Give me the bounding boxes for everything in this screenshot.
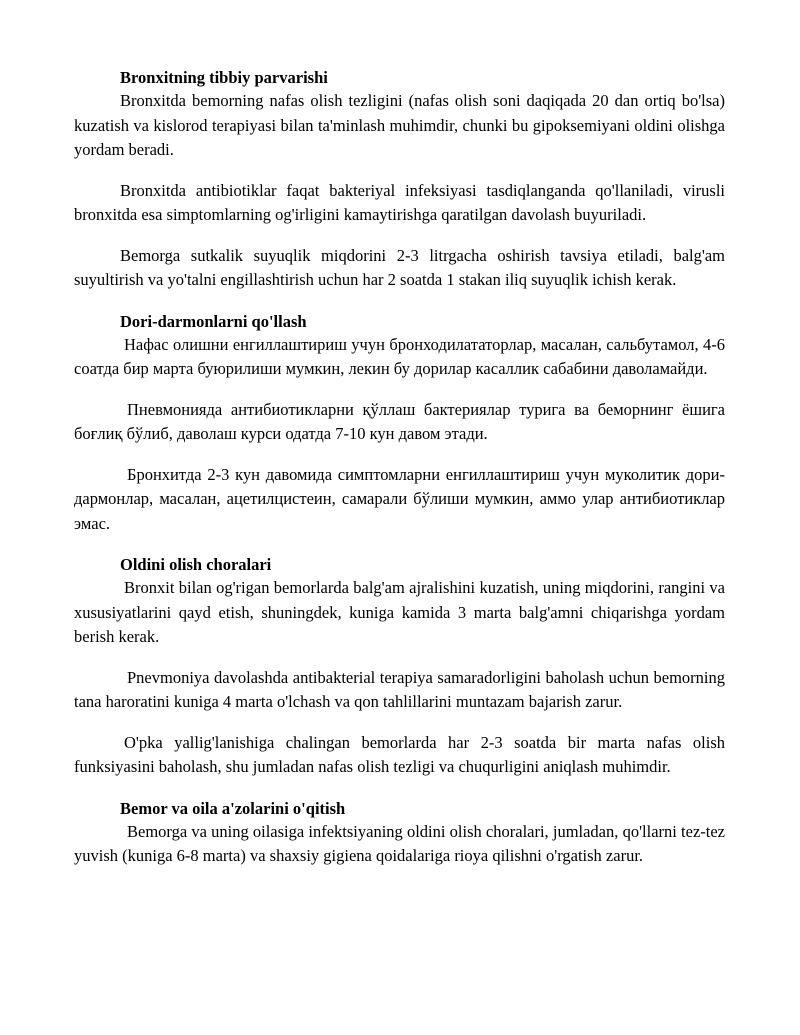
section-prevention	[74, 554, 725, 780]
paragraph: Пневмонияда антибиотикларни қўллаш бактериялар турига ва беморнинг ёшига боғлиқ бўлиб, даволаш курси одатда 7-10 кун давом этади.	[74, 399, 725, 443]
paragraph: O'pka yallig'lanishiga chalingan bemorlarda har 2-3 soatda bir marta nafas olish funksiyasini baholash, shu jumladan nafas olish tezligi va chuqurligini aniqlash muhimdir.	[74, 732, 725, 776]
paragraph: Bemorga va uning oilasiga infektsiyaning oldini olish choralari, jumladan, qo'llarni tez-tez yuvish (kuniga 6-8 marta) va shaxsiy gigiena qoidalariga rioya qilishni o'rgatish zarur.	[74, 821, 725, 865]
paragraph: Bronxit bilan og'rigan bemorlarda balg'am ajralishini kuzatish, uning miqdorini, rangini va xususiyatlarini qayd etish, shuningdek, kuniga kamida 3 marta balg'amni chiqarishga yordam berish kerak.	[74, 578, 725, 646]
paragraph: Bemorga sutkalik suyuqlik miqdorini 2-3 litrgacha oshirish tavsiya etiladi, balg'am suyultirish va yo'talni engillashtirish uchun har 2 soatda 1 stakan iliq suyuqlik ichish kerak.	[74, 245, 725, 289]
section-heading: Oldini olish choralari	[120, 555, 272, 574]
document-page	[74, 67, 725, 869]
paragraph: Бронхитда 2-3 кун давомида симптомларни енгиллаштириш учун муколитик дори-дармонлар, масалан, ацетилцистеин, самарали бўлиши мумкин, аммо улар антибиотиклар эмас.	[74, 464, 725, 533]
section-heading: Bronxitning tibbiy parvarishi	[120, 68, 328, 87]
paragraph: Bronxitda antibiotiklar faqat bakteriyal infeksiyasi tasdiqlanganda qo'llaniladi, virusli bronxitda esa simptomlarning og'irligini kamaytirishga qaratilgan davolash buyuriladi.	[74, 180, 725, 224]
paragraph: Нафас олишни енгиллаштириш учун бронходилататорлар, масалан, сальбутамол, 4-6 соатда бир марта буюрилиши мумкин, лекин бу дорилар касаллик сабабини даволамайди.	[74, 334, 725, 378]
paragraph: Pnevmoniya davolashda antibakterial terapiya samaradorligini baholash uchun bemorning tana haroratini kuniga 4 marta o'lchash va qon tahlillarini muntazam bajarish zarur.	[74, 667, 725, 711]
section-education	[74, 798, 725, 869]
section-heading: Dori-darmonlarni qo'llash	[120, 311, 307, 331]
section-heading: Bemor va oila a'zolarini o'qitish	[120, 798, 346, 818]
section-medical-care	[74, 67, 725, 293]
paragraph: Bronxitda bemorning nafas olish tezligini (nafas olish soni daqiqada 20 dan ortiq bo'lsa) kuzatish va kislorod terapiyasi bilan ta'minlash muhimdir, chunki bu gipoksemiyani oldini olishga yordam beradi.	[74, 91, 725, 159]
section-medications	[74, 311, 725, 537]
